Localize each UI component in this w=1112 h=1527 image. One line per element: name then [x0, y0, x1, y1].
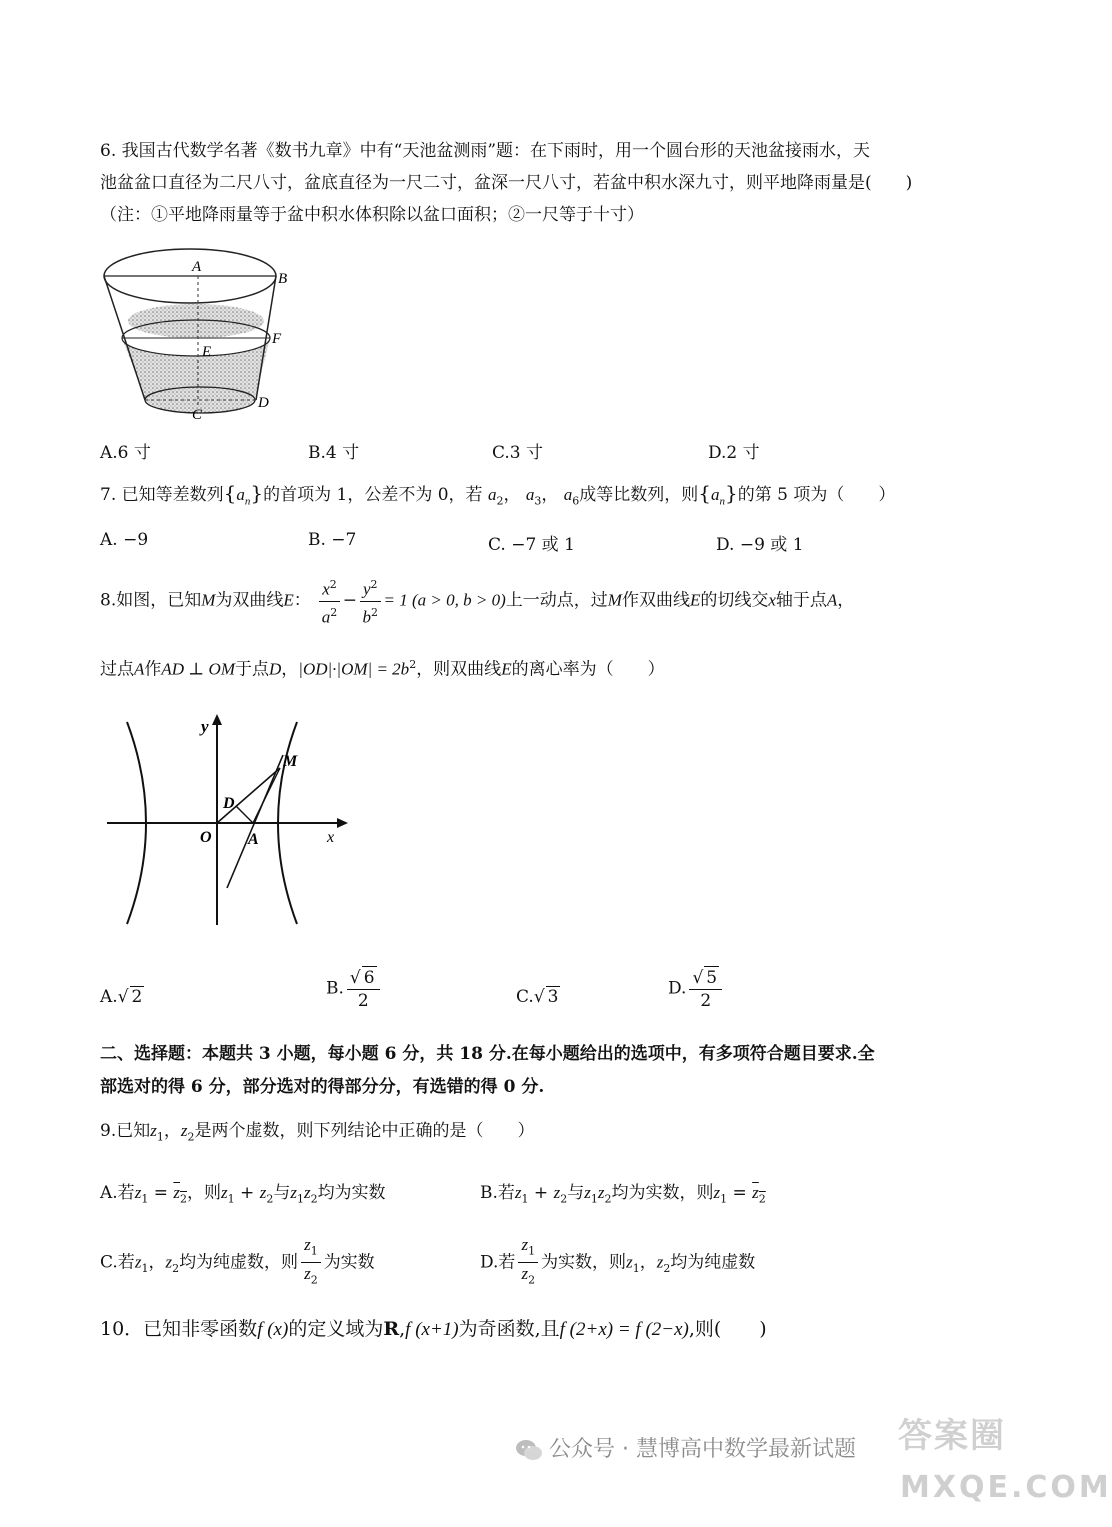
q9-b-text-d: 均为实数，则 [611, 1183, 714, 1203]
q10-text-e: ,则( ) [688, 1318, 767, 1340]
q9-a-text-a: A.若 [100, 1183, 135, 1203]
q8-option-b-radicand: 6 [363, 968, 375, 988]
q8-line2-d: ，则双曲线 [416, 659, 502, 680]
wechat-icon [515, 1439, 543, 1461]
q7-a3-sub: 3 [534, 494, 542, 508]
fig6-label-d: D [258, 395, 269, 411]
q7-a6-sub: 6 [572, 494, 580, 508]
q9-option-b[interactable]: B.若$z_1 + z_2$与$z_1z_2$均为实数，则$z_1 = z_2$ [480, 1183, 766, 1206]
q8-option-d-radicand: 5 [706, 968, 718, 988]
q7-option-c[interactable]: C. −7 或 1 [488, 535, 575, 555]
q8-option-c[interactable]: C.√ 3 [516, 987, 559, 1007]
wechat-watermark [515, 1432, 856, 1463]
fig8-label-y: y [201, 717, 209, 736]
q7-seq-1-a: a [236, 485, 245, 504]
q7-seq-2-close: } [725, 481, 738, 505]
q8-line2: 过点A作AD ⊥ OM于点D，$|OD|\cdot|OM| = 2b^2$，则双曲线E的离心率为（ ） [100, 658, 665, 680]
q9-c-text-a: C.若 [100, 1252, 135, 1273]
q8-text-d: 作双曲线 [621, 590, 690, 611]
q9-a-text-b: ，则 [187, 1183, 221, 1203]
q8-option-d-label: D. [668, 978, 687, 999]
q8-option-d[interactable] [668, 966, 725, 1012]
q9-a-text-d: 均为实数 [317, 1183, 386, 1203]
q9-stem: 9.已知$z_1$，$z_2$是两个虚数，则下列结论中正确的是（ ） [100, 1121, 535, 1144]
q7-seq-2: { [698, 481, 711, 505]
q9-stem-a: 9.已知 [100, 1121, 151, 1141]
fig6-label-c: C [192, 407, 203, 423]
q8-text-e: 的切线交 [700, 590, 769, 611]
q7-stem: 7. 已知等差数列$\{a_n\}$的首项为 1，公差不为 0，若 $a_2$， $a_3$， $a_6$成等比数列，则$\{a_n\}$的第 5 项为（ ） [100, 481, 896, 508]
q7-text-b: 的首项为 1，公差不为 0，若 [263, 485, 483, 505]
site-url-watermark: MXQE.COM [900, 1470, 1112, 1505]
q7-text-c: 成等比数列，则 [579, 485, 699, 505]
q8-m: M [201, 590, 216, 610]
q10-eq: f (2+x) = f (2−x) [559, 1319, 689, 1340]
q8-line1: 8.如图，已知M为双曲线E： $\frac{x^2}{a^2}$ − $\frac{y^2}{b^2}$ = 1 (a > 0, b > 0)上一动点，过M作双曲线E的切线交x轴于点A， [100, 574, 854, 634]
fig6-label-f: F [272, 331, 282, 347]
fig8-label-m: M [283, 753, 298, 770]
q9-option-a[interactable]: A.若$z_1 = z_2$，则$z_1 + z_2$与$z_1z_2$均为实数 [100, 1183, 386, 1206]
q8-m-2: M [607, 590, 622, 610]
q7-text-d: 的第 5 项为（ ） [737, 485, 896, 505]
q6-option-c[interactable]: C.3 寸 [492, 443, 544, 463]
q8-option-b[interactable] [326, 966, 383, 1012]
q8-option-a[interactable]: A.√ 2 [100, 987, 143, 1007]
q7-option-d[interactable]: D. −9 或 1 [716, 535, 804, 555]
q10-text-d: 为奇函数,且 [458, 1318, 560, 1340]
q9-option-d[interactable]: D.若 $\frac{z_1}{z_2}$ 为实数，则$z_1$，$z_2$均为纯虚数 [480, 1235, 756, 1287]
q8-eq-y: y [363, 579, 371, 599]
fig6-label-e: E [202, 344, 212, 360]
q8-frac-y: $\frac{y^2}{b^2}$ [360, 574, 381, 628]
q10-text-c: , [399, 1318, 406, 1340]
site-logo-watermark: 答案圈 [898, 1416, 1006, 1456]
q8-option-b-frac: $\frac{√ 6}{2}$ [347, 966, 380, 1012]
q9-b-text-c: 与 [567, 1183, 585, 1203]
q9-c-text-b: 均为纯虚数，则 [179, 1252, 299, 1273]
q7-seq-2-n: n [719, 495, 725, 508]
q8-e: E [283, 590, 294, 610]
q6-option-a[interactable]: A.6 寸 [100, 443, 151, 463]
fig8-label-d: D [223, 795, 235, 812]
q7-seq-1: { [223, 481, 237, 505]
q8-option-a-radicand: 2 [131, 987, 143, 1007]
q9-a-text-c: 与 [273, 1183, 291, 1203]
q8-a-2: A [134, 659, 145, 679]
q8-line2-a: 过点 [100, 659, 134, 680]
basin-figure [100, 243, 300, 428]
q7-text-a: 7. 已知等差数列 [100, 485, 224, 505]
q8-eq-rest: = 1 (a > 0, b > 0) [383, 590, 506, 610]
q9-b-text-a: B.若 [480, 1183, 515, 1203]
section2-line1: 二、选择题：本题共 3 小题，每小题 6 分，共 18 分.在每小题给出的选项中，有多项符合题目要求.全 [100, 1044, 875, 1064]
q8-x: x [768, 590, 776, 610]
q10-text-a: 10．已知非零函数 [100, 1318, 258, 1340]
q8-text-a: 8.如图，已知 [100, 590, 202, 611]
q9-option-c[interactable]: C.若$z_1$，$z_2$均为纯虚数，则 $\frac{z_1}{z_2}$ 为实数 [100, 1235, 375, 1287]
q7-a3: a [525, 485, 535, 504]
q9-d-text-c: 均为纯虚数 [670, 1252, 756, 1273]
q8-ad-om: AD ⊥ OM [161, 659, 235, 679]
q8-text-b: 为双曲线 [215, 590, 284, 611]
q10-r: R [383, 1318, 400, 1340]
q8-option-a-label: A. [100, 987, 118, 1007]
q8-line2-b: 作 [144, 659, 162, 680]
q7-a6: a [563, 485, 573, 504]
q9-stem-b: 是两个虚数，则下列结论中正确的是（ ） [194, 1121, 535, 1141]
q9-d-text-a: D.若 [480, 1252, 516, 1273]
fig8-label-o: O [200, 829, 212, 846]
q6-option-b[interactable]: B.4 寸 [308, 443, 360, 463]
q8-text-c: 上一动点，过 [505, 590, 608, 611]
q8-option-b-den: 2 [357, 991, 369, 1011]
q8-eq-x: x [322, 579, 330, 599]
q10-fx1: f (x+1) [405, 1319, 459, 1340]
wechat-watermark-text: 公众号 · 慧博高中数学最新试题 [549, 1437, 856, 1462]
q7-a2: a [487, 485, 497, 504]
q6-line1: 6. 我国古代数学名著《数书九章》中有“天池盆测雨”题：在下雨时，用一个圆台形的天池盆接雨水，天 [100, 141, 871, 161]
hyperbola-figure [105, 710, 350, 930]
q10-text-b: 的定义域为 [288, 1318, 384, 1340]
q8-eq-a: a [321, 607, 331, 627]
fig6-label-a: A [192, 259, 202, 275]
q6-option-d[interactable]: D.2 寸 [708, 443, 760, 463]
q8-line2-e: 的离心率为（ ） [511, 659, 665, 680]
q7-seq-2-a: a [711, 485, 720, 504]
q10-fx: f (x) [257, 1319, 289, 1340]
q8-prod: |OD|·|OM| = 2b [298, 659, 410, 679]
q9-d-text-b: 为实数，则 [541, 1252, 627, 1273]
q7-seq-1-close: } [250, 481, 264, 505]
q8-option-d-den: 2 [700, 991, 712, 1011]
q6-note: （注：①平地降雨量等于盆中积水体积除以盆口面积；②一尺等于十寸） [100, 205, 644, 225]
q8-a: A [826, 590, 838, 610]
q8-option-b-label: B. [326, 978, 344, 999]
fig8-label-x: x [327, 829, 335, 846]
q9-c-text-c: 为实数 [323, 1252, 375, 1273]
q8-option-c-radicand: 3 [547, 987, 559, 1007]
fig6-label-b: B [278, 271, 288, 287]
q8-e-3: E [501, 659, 512, 679]
fig8-label-a: A [248, 831, 259, 848]
q8-e-2: E [689, 590, 701, 610]
q7-a2-sub: 2 [496, 494, 504, 508]
q8-frac-x: $\frac{x^2}{a^2}$ [319, 574, 340, 628]
q8-option-c-label: C. [516, 987, 534, 1007]
q10-stem [100, 1318, 767, 1341]
q7-seq-1-n: n [244, 495, 251, 508]
section2-line2: 部选对的得 6 分，部分选对的得部分分，有选错的得 0 分. [100, 1077, 545, 1097]
q8-line2-c: 于点 [234, 659, 269, 680]
q8-text-f: 轴于点 [775, 590, 827, 611]
q8-d: D [268, 659, 282, 679]
q8-eq-b: b [362, 607, 372, 627]
q7-option-b[interactable]: B. −7 [308, 530, 357, 550]
q8-option-d-frac: $\frac{√ 5}{2}$ [689, 966, 722, 1012]
q6-line2: 池盆盆口直径为二尺八寸，盆底直径为一尺二寸，盆深一尺八寸，若盆中积水深九寸，则平地降雨量是( ) [100, 173, 913, 193]
q7-option-a[interactable]: A. −9 [100, 530, 149, 550]
